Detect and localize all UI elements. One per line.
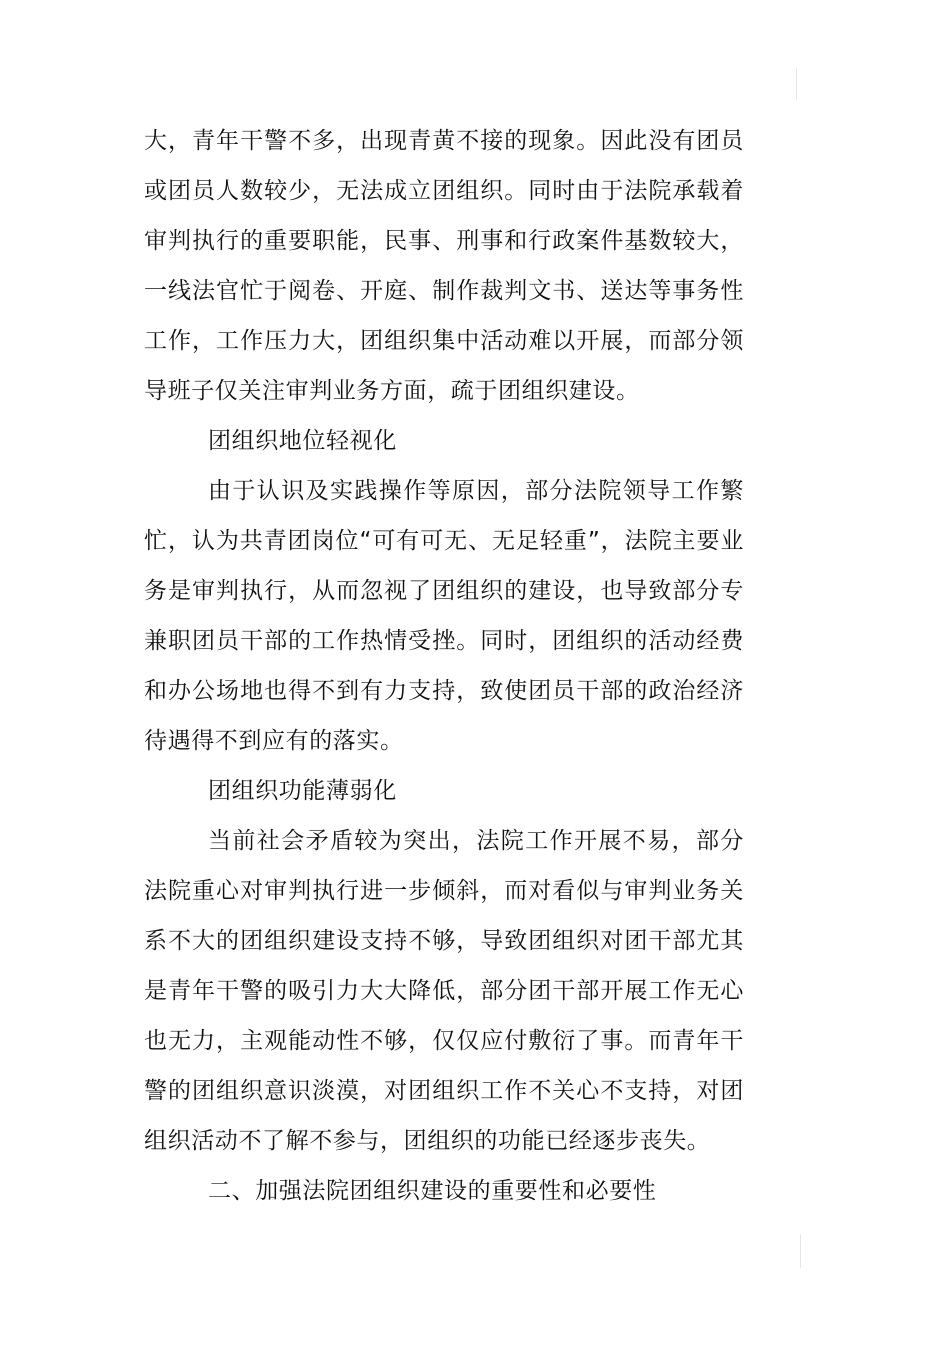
- document-body: [144, 116, 744, 1216]
- paragraph-function: 当前社会矛盾较为突出，法院工作开展不易，部分法院重心对审判执行进一步倾斜，而对看似与审判业务关系不大的团组织建设支持不够，导致团组织对团干部尤其是青年干警的吸引力大大降低，部分团干部开展工作无心也无力，主观能动性不够，仅仅应付敷衍了事。而青年干警的团组织意识淡漠，对团组织工作不关心不支持，对团组织活动不了解不参与，团组织的功能已经逐步丧失。: [144, 828, 744, 1154]
- page-edge-mark-bottom: [800, 1234, 801, 1268]
- section-heading-function: 团组织功能薄弱化: [208, 778, 397, 804]
- section-heading-status: 团组织地位轻视化: [208, 428, 397, 454]
- section-heading-importance: 二、加强法院团组织建设的重要性和必要性: [208, 1178, 657, 1204]
- page-edge-mark-top: [796, 68, 797, 100]
- paragraph-status: 由于认识及实践操作等原因，部分法院领导工作繁忙，认为共青团岗位“可有可无、无足轻重”，法院主要业务是审判执行，从而忽视了团组织的建设，也导致部分专兼职团员干部的工作热情受挫。同时，团组织的活动经费和办公场地也得不到有力支持，致使团员干部的政治经济待遇得不到应有的落实。: [144, 478, 744, 754]
- paragraph-continuation: 大，青年干警不多，出现青黄不接的现象。因此没有团员或团员人数较少，无法成立团组织。同时由于法院承载着审判执行的重要职能，民事、刑事和行政案件基数较大，一线法官忙于阅卷、开庭、制作裁判文书、送达等事务性工作，工作压力大，团组织集中活动难以开展，而部分领导班子仅关注审判业务方面，疏于团组织建设。: [144, 128, 744, 404]
